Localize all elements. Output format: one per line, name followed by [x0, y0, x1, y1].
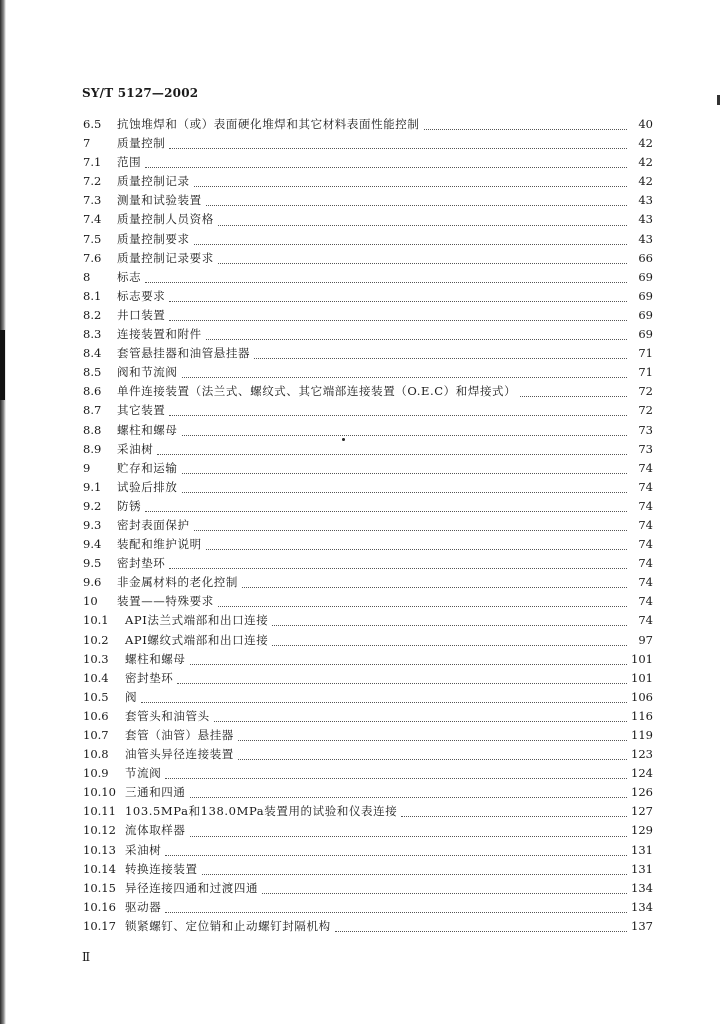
toc-section-title: 抗蚀堆焊和（或）表面硬化堆焊和其它材料表面性能控制: [117, 117, 420, 131]
dot-leader: [206, 541, 627, 550]
toc-page-number: 101: [631, 670, 653, 685]
toc-section-number: 10.10: [83, 785, 116, 800]
dot-leader: [238, 732, 627, 741]
toc-section-number: 9.3: [83, 517, 102, 532]
toc-section-number: 10.6: [83, 708, 109, 723]
dot-leader: [145, 159, 627, 168]
toc-page-number: 131: [631, 861, 653, 876]
toc-entry: [83, 116, 653, 135]
toc-page-number: 42: [638, 174, 653, 189]
toc-section-number: 8.7: [83, 403, 102, 418]
toc-section-number: 7.1: [83, 155, 102, 170]
toc-section-title: 测量和试验装置: [117, 193, 202, 208]
toc-entry: [83, 727, 653, 746]
toc-entry: [83, 670, 653, 689]
toc-section-title: 锁紧螺钉、定位销和止动螺钉封隔机构: [125, 918, 331, 933]
dot-leader: [190, 828, 628, 837]
table-of-contents: [83, 116, 653, 937]
toc-section-title: 节流阀: [125, 766, 162, 781]
toc-section-title: API螺纹式端部和出口连接: [125, 632, 269, 647]
toc-section-title: 质量控制记录要求: [117, 250, 214, 265]
dot-leader: [272, 637, 627, 646]
toc-section-title: 采油树: [125, 842, 162, 857]
toc-section-number: 10.2: [83, 632, 109, 647]
toc-section-title: 异径连接四通和过渡四通: [125, 880, 259, 895]
toc-entry: [83, 364, 653, 383]
toc-section-number: 10.17: [83, 918, 116, 933]
toc-section-number: 10.8: [83, 747, 109, 762]
toc-section-number: 9.2: [83, 498, 102, 513]
toc-section-title: 标志: [117, 269, 142, 284]
toc-section-number: 8.2: [83, 307, 102, 322]
toc-entry: [83, 803, 653, 822]
dot-leader: [177, 675, 627, 684]
toc-entry: [83, 326, 653, 345]
toc-page-number: 74: [638, 479, 653, 494]
toc-section-number: 8.6: [83, 384, 102, 399]
toc-page-number: 131: [631, 842, 653, 857]
toc-page-number: 127: [631, 804, 653, 819]
toc-page-number: 126: [631, 785, 653, 800]
toc-section-number: 8.4: [83, 346, 102, 361]
toc-page-number: 74: [638, 537, 653, 552]
toc-page-number: 74: [638, 517, 653, 532]
toc-entry: [83, 441, 653, 460]
toc-section-number: 9.4: [83, 537, 102, 552]
toc-section-number: 10.16: [83, 899, 116, 914]
toc-section-number: 10.14: [83, 861, 116, 876]
toc-entry: [83, 288, 653, 307]
toc-page-number: 106: [631, 689, 653, 704]
toc-section-number: 8.8: [83, 422, 102, 437]
toc-entry: [83, 861, 653, 880]
toc-section-title: 螺柱和螺母: [117, 422, 178, 437]
toc-section-title: 装置——特殊要求: [117, 594, 214, 609]
toc-page-number: 69: [638, 288, 653, 303]
toc-section-number: 10.13: [83, 842, 116, 857]
toc-section-number: 10.11: [83, 804, 116, 819]
toc-entry: [83, 402, 653, 421]
toc-entry: [83, 899, 653, 918]
toc-page-number: 69: [638, 307, 653, 322]
toc-page-number: 129: [631, 823, 653, 838]
toc-entry: [83, 517, 653, 536]
toc-section-title: 套管头和油管头: [125, 708, 210, 723]
toc-page-number: 137: [631, 918, 653, 933]
toc-section-number: 9.1: [83, 479, 102, 494]
dot-leader: [190, 789, 628, 798]
toc-entry: [83, 612, 653, 631]
toc-section-number: 10.12: [83, 823, 116, 838]
dot-leader: [202, 866, 627, 875]
toc-entry: [83, 574, 653, 593]
toc-section-number: 7.5: [83, 231, 102, 246]
toc-page-number: 40: [638, 117, 653, 131]
toc-section-title: 装配和维护说明: [117, 537, 202, 552]
toc-section-title: 连接装置和附件: [117, 327, 202, 342]
toc-entry: [83, 632, 653, 651]
toc-page-number: 74: [638, 556, 653, 571]
dot-leader: [262, 885, 627, 894]
toc-entry: [83, 135, 653, 154]
toc-section-number: 10.9: [83, 766, 109, 781]
dot-leader: [145, 274, 627, 283]
toc-entry: [83, 269, 653, 288]
toc-entry: [83, 842, 653, 861]
dot-leader: [165, 770, 627, 779]
dot-leader: [182, 484, 628, 493]
scan-edge: [0, 0, 6, 1024]
dot-leader: [424, 121, 628, 130]
toc-section-number: 10: [83, 594, 98, 609]
toc-section-number: 10.5: [83, 689, 109, 704]
toc-section-number: 9.6: [83, 575, 102, 590]
toc-page-number: 74: [638, 460, 653, 475]
toc-section-number: 8: [83, 269, 91, 284]
toc-entry: [83, 211, 653, 230]
dot-leader: [272, 617, 627, 626]
toc-section-number: 10.7: [83, 728, 109, 742]
dot-leader: [242, 579, 627, 588]
toc-section-number: 8.3: [83, 327, 102, 342]
toc-section-title: API法兰式端部和出口连接: [125, 613, 269, 628]
toc-page-number: 71: [638, 346, 653, 361]
standard-code: SY/T 5127—2002: [82, 86, 199, 100]
toc-page-number: 43: [638, 193, 653, 208]
toc-section-title: 防锈: [117, 498, 142, 513]
dot-leader: [182, 427, 628, 436]
toc-entry: [83, 383, 653, 402]
toc-section-title: 标志要求: [117, 288, 166, 303]
scan-artifact: [0, 330, 5, 400]
dot-leader: [165, 847, 627, 856]
toc-page-number: 119: [631, 728, 653, 742]
toc-entry: [83, 154, 653, 173]
dot-leader: [401, 808, 627, 817]
toc-section-title: 贮存和运输: [117, 460, 178, 475]
dot-leader: [254, 350, 627, 359]
toc-section-title: 驱动器: [125, 899, 162, 914]
dot-leader: [141, 694, 627, 703]
toc-section-number: 7.3: [83, 193, 102, 208]
dot-leader: [218, 598, 627, 607]
toc-page-number: 134: [631, 899, 653, 914]
dot-leader: [214, 713, 627, 722]
toc-entry: [83, 689, 653, 708]
toc-section-title: 密封垫环: [125, 670, 174, 685]
toc-page-number: 71: [638, 365, 653, 380]
toc-page-number: 123: [631, 747, 653, 762]
toc-section-title: 三通和四通: [125, 785, 186, 800]
toc-section-number: 6.5: [83, 117, 102, 131]
dot-leader: [182, 369, 628, 378]
dot-leader: [194, 236, 627, 245]
toc-entry: [83, 460, 653, 479]
dot-leader: [169, 312, 627, 321]
dot-leader: [238, 751, 627, 760]
dot-leader: [169, 293, 627, 302]
toc-page-number: 74: [638, 613, 653, 628]
toc-section-number: 7.2: [83, 174, 102, 189]
toc-entry: [83, 173, 653, 192]
toc-page-number: 124: [631, 766, 653, 781]
toc-section-number: 8.5: [83, 365, 102, 380]
toc-section-title: 套管（油管）悬挂器: [125, 728, 234, 742]
toc-entry: [83, 880, 653, 899]
toc-section-number: 7: [83, 136, 91, 151]
toc-section-title: 质量控制要求: [117, 231, 190, 246]
dot-leader: [520, 388, 627, 397]
dot-leader: [218, 217, 627, 226]
toc-page-number: 74: [638, 575, 653, 590]
dot-leader: [190, 656, 628, 665]
toc-section-title: 流体取样器: [125, 823, 186, 838]
toc-page-number: 73: [638, 422, 653, 437]
dot-leader: [194, 178, 627, 187]
toc-page-number: 134: [631, 880, 653, 895]
toc-entry: [83, 555, 653, 574]
toc-entry: [83, 479, 653, 498]
toc-section-number: 9: [83, 460, 91, 475]
toc-page-number: 72: [638, 384, 653, 399]
toc-page-number: 43: [638, 212, 653, 227]
toc-entry: [83, 250, 653, 269]
toc-section-number: 10.15: [83, 880, 116, 895]
toc-section-number: 9.5: [83, 556, 102, 571]
toc-entry: [83, 345, 653, 364]
toc-section-title: 井口装置: [117, 307, 166, 322]
scan-artifact: [717, 95, 720, 105]
toc-section-title: 103.5MPa和138.0MPa装置用的试验和仪表连接: [125, 804, 398, 819]
toc-entry: [83, 231, 653, 250]
toc-entry: [83, 784, 653, 803]
toc-entry: [83, 918, 653, 937]
toc-section-title: 质量控制人员资格: [117, 212, 214, 227]
toc-section-title: 试验后排放: [117, 479, 178, 494]
dot-leader: [206, 331, 627, 340]
toc-page-number: 97: [638, 632, 653, 647]
dot-leader: [169, 560, 627, 569]
dot-leader: [206, 197, 627, 206]
toc-section-title: 螺柱和螺母: [125, 651, 186, 666]
toc-entry: [83, 593, 653, 612]
toc-section-title: 质量控制: [117, 136, 166, 151]
toc-page-number: 116: [631, 708, 653, 723]
dot-leader: [218, 255, 627, 264]
toc-page-number: 42: [638, 136, 653, 151]
toc-section-title: 密封垫环: [117, 556, 166, 571]
toc-section-number: 10.3: [83, 651, 109, 666]
toc-page-number: 66: [638, 250, 653, 265]
dot-leader: [169, 407, 627, 416]
toc-section-number: 10.4: [83, 670, 109, 685]
dot-leader: [194, 522, 627, 531]
toc-page-number: 73: [638, 441, 653, 456]
dot-leader: [182, 465, 628, 474]
toc-entry: [83, 192, 653, 211]
toc-section-number: 10.1: [83, 613, 109, 628]
toc-section-title: 油管头异径连接装置: [125, 747, 234, 762]
toc-page-number: 72: [638, 403, 653, 418]
toc-page-number: 69: [638, 327, 653, 342]
toc-entry: [83, 708, 653, 727]
toc-entry: [83, 822, 653, 841]
toc-entry: [83, 307, 653, 326]
toc-page-number: 74: [638, 498, 653, 513]
toc-section-title: 采油树: [117, 441, 154, 456]
toc-entry: [83, 422, 653, 441]
toc-section-number: 8.9: [83, 441, 102, 456]
toc-section-title: 质量控制记录: [117, 174, 190, 189]
dot-leader: [335, 923, 627, 932]
toc-section-title: 转换连接装置: [125, 861, 198, 876]
toc-entry: [83, 765, 653, 784]
dot-leader: [165, 904, 627, 913]
toc-entry: [83, 536, 653, 555]
toc-page-number: 101: [631, 651, 653, 666]
toc-section-title: 密封表面保护: [117, 517, 190, 532]
toc-entry: [83, 746, 653, 765]
toc-section-title: 其它装置: [117, 403, 166, 418]
toc-section-title: 阀: [125, 689, 138, 704]
toc-page-number: 43: [638, 231, 653, 246]
toc-page-number: 42: [638, 155, 653, 170]
toc-section-number: 7.6: [83, 250, 102, 265]
toc-section-title: 套管悬挂器和油管悬挂器: [117, 346, 251, 361]
toc-entry: [83, 651, 653, 670]
toc-section-number: 7.4: [83, 212, 102, 227]
toc-page-number: 69: [638, 269, 653, 284]
toc-section-number: 8.1: [83, 288, 102, 303]
toc-section-title: 单件连接装置（法兰式、螺纹式、其它端部连接装置（O.E.C）和焊接式）: [117, 384, 517, 399]
page-number: Ⅱ: [82, 950, 91, 964]
dot-leader: [169, 140, 627, 149]
dot-leader: [145, 503, 627, 512]
toc-section-title: 阀和节流阀: [117, 365, 178, 380]
toc-section-title: 范围: [117, 155, 142, 170]
dot-leader: [157, 446, 627, 455]
toc-page-number: 74: [638, 594, 653, 609]
toc-section-title: 非金属材料的老化控制: [117, 575, 238, 590]
toc-entry: [83, 498, 653, 517]
